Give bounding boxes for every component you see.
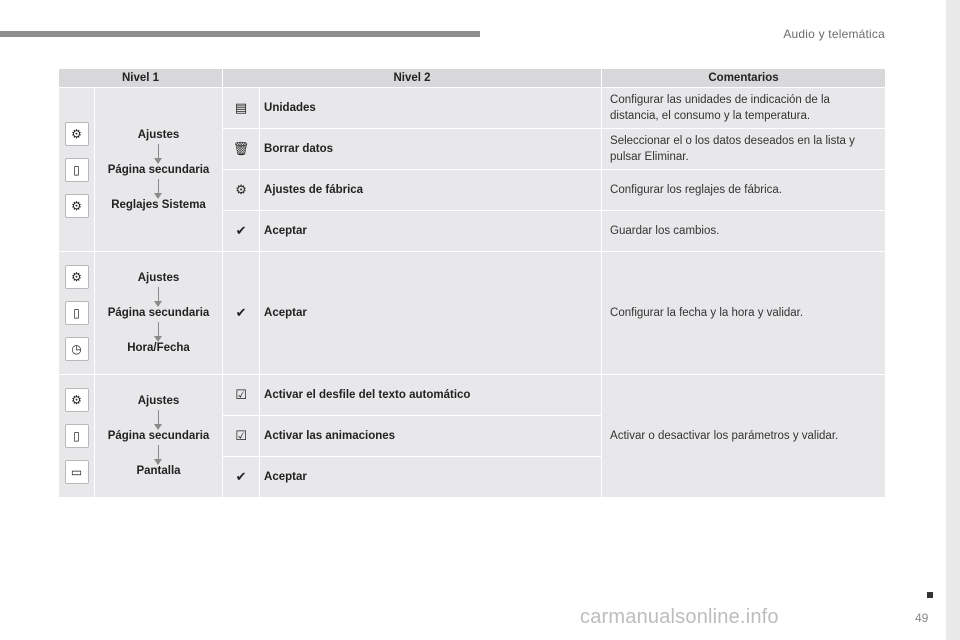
comment-cell: Configurar los reglajes de fábrica. bbox=[602, 170, 886, 211]
level1-path-cell bbox=[95, 88, 223, 252]
path-step: Página secundaria bbox=[107, 307, 210, 319]
delete-data-icon: 🗑 bbox=[223, 129, 260, 170]
arrow-down-icon bbox=[158, 410, 159, 425]
comment-cell: Seleccionar el o los datos deseados en la lista y pulsar Eliminar. bbox=[602, 129, 886, 170]
level2-label: Unidades bbox=[260, 88, 602, 129]
level2-label: Activar las animaciones bbox=[260, 416, 602, 457]
table-row bbox=[59, 252, 886, 375]
page-edge-strip bbox=[946, 0, 960, 640]
check-icon: ✔ bbox=[223, 252, 260, 375]
path-step: Ajustes bbox=[137, 128, 180, 141]
display-icon: ▭ bbox=[65, 460, 89, 484]
watermark: carmanualsonline.info bbox=[580, 606, 779, 628]
header-comments: Comentarios bbox=[602, 69, 886, 88]
units-icon: ▤ bbox=[223, 88, 260, 129]
path-step: Ajustes bbox=[137, 395, 180, 407]
arrow-down-icon bbox=[158, 144, 159, 159]
checkbox-icon: ☑ bbox=[223, 416, 260, 457]
path-step: Página secundaria bbox=[107, 163, 210, 176]
end-of-section-mark bbox=[927, 592, 933, 598]
comment-cell: Guardar los cambios. bbox=[602, 211, 886, 252]
date-time-icon: ◷ bbox=[65, 337, 89, 361]
section-title: Audio y telemática bbox=[783, 27, 885, 41]
level2-label: Activar el desfile del texto automático bbox=[260, 375, 602, 416]
settings-icon: ⚙ bbox=[65, 265, 89, 289]
system-settings-icon: ⚙ bbox=[65, 194, 89, 218]
path-step: Hora/Fecha bbox=[127, 342, 190, 354]
checkbox-icon: ☑ bbox=[223, 375, 260, 416]
path-step: Página secundaria bbox=[107, 430, 210, 442]
level2-label: Aceptar bbox=[260, 211, 602, 252]
table-header-row bbox=[59, 69, 886, 88]
table-row bbox=[59, 375, 886, 416]
path-step: Ajustes bbox=[137, 272, 180, 284]
comment-cell: Activar o desactivar los parámetros y validar. bbox=[602, 375, 886, 498]
level1-icons-cell bbox=[59, 375, 95, 498]
level1-path-cell bbox=[95, 375, 223, 498]
level2-label: Aceptar bbox=[260, 252, 602, 375]
level2-label: Borrar datos bbox=[260, 129, 602, 170]
comment-cell: Configurar las unidades de indicación de la distancia, el consumo y la temperatura. bbox=[602, 88, 886, 129]
arrow-down-icon bbox=[158, 322, 159, 337]
level1-path-cell bbox=[95, 252, 223, 375]
level1-icons-cell bbox=[59, 88, 95, 252]
menu-table bbox=[58, 68, 886, 498]
level1-icons-cell bbox=[59, 252, 95, 375]
top-rule bbox=[0, 31, 480, 37]
arrow-down-icon bbox=[158, 287, 159, 302]
settings-icon: ⚙ bbox=[65, 388, 89, 412]
arrow-down-icon bbox=[158, 445, 159, 460]
path-step: Reglajes Sistema bbox=[111, 198, 206, 211]
settings-icon: ⚙ bbox=[65, 122, 89, 146]
level2-label: Aceptar bbox=[260, 457, 602, 498]
arrow-down-icon bbox=[158, 179, 159, 194]
check-icon: ✔ bbox=[223, 211, 260, 252]
header-level2: Nivel 2 bbox=[223, 69, 602, 88]
page-number: 49 bbox=[915, 611, 929, 625]
table-row bbox=[59, 88, 886, 129]
factory-reset-icon: ⚙ bbox=[223, 170, 260, 211]
path-step: Pantalla bbox=[136, 465, 181, 477]
header-level1: Nivel 1 bbox=[59, 69, 223, 88]
comment-cell: Configurar la fecha y la hora y validar. bbox=[602, 252, 886, 375]
check-icon: ✔ bbox=[223, 457, 260, 498]
secondary-page-icon: ▯ bbox=[65, 158, 89, 182]
secondary-page-icon: ▯ bbox=[65, 424, 89, 448]
secondary-page-icon: ▯ bbox=[65, 301, 89, 325]
level2-label: Ajustes de fábrica bbox=[260, 170, 602, 211]
